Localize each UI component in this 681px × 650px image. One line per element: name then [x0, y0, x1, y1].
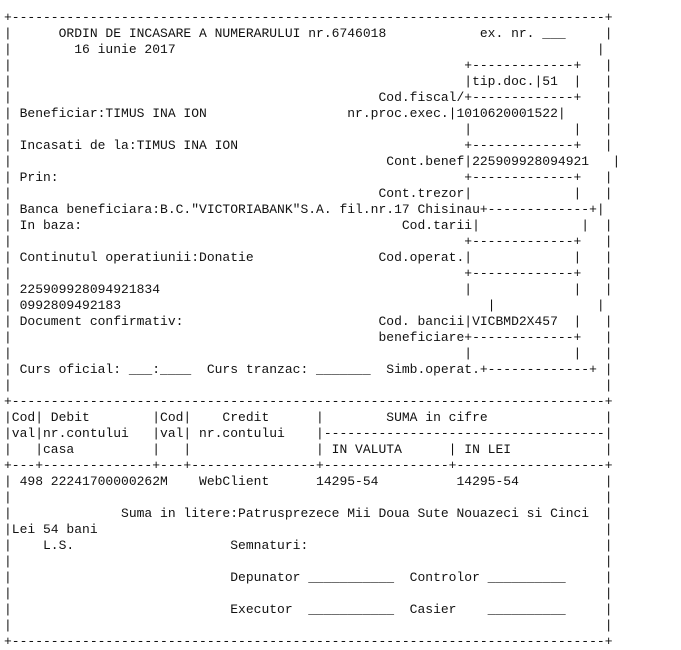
doc-line: +----------------------------------------------------------------------------+: [4, 394, 613, 409]
doc-line: +---+--------------+---+----------------+----------------+-------------------+: [4, 458, 613, 473]
doc-line: | 225909928094921834 | | |: [4, 282, 613, 297]
doc-line: | L.S. Semnaturi: |: [4, 538, 613, 553]
doc-line: | +-------------+ |: [4, 234, 613, 249]
doc-line: |val|nr.contului |val| nr.contului |------------------------------------|: [4, 426, 613, 441]
doc-line: | |: [4, 554, 613, 569]
doc-line: | Prin: +-------------+ |: [4, 170, 613, 185]
doc-line: | Beneficiar:TIMUS INA ION nr.proc.exec.|1010620001522| |: [4, 106, 613, 121]
doc-line: | | | |: [4, 346, 613, 361]
doc-line: | Suma in litere:Patrusprezece Mii Doua Sute Nouazeci si Cinci |: [4, 506, 613, 521]
doc-line: | Document confirmativ: Cod. bancii|VICBMD2X457 | |: [4, 314, 613, 329]
doc-line: +----------------------------------------------------------------------------+: [4, 634, 613, 649]
doc-line: | |tip.doc.|51 | |: [4, 74, 613, 89]
doc-line: | |: [4, 378, 613, 393]
doc-line: | 498 22241700000262M WebClient 14295-54 14295-54 |: [4, 474, 613, 489]
doc-line: | ORDIN DE INCASARE A NUMERARULUI nr.6746018 ex. nr. ___ |: [4, 26, 613, 41]
doc-line: | |: [4, 618, 613, 633]
doc-line: | beneficiare+-------------+ |: [4, 330, 613, 345]
doc-line: | 16 iunie 2017 |: [4, 42, 605, 57]
cash-order-document: [4, 10, 620, 650]
doc-line: | Cont.trezor| | |: [4, 186, 613, 201]
doc-line: | Cont.benef|225909928094921 |: [4, 154, 621, 169]
doc-line: | In baza: Cod.tarii| | |: [4, 218, 613, 233]
doc-line: | +-------------+ |: [4, 266, 613, 281]
doc-line: | Depunator ___________ Controlor __________ |: [4, 570, 613, 585]
doc-line: +----------------------------------------------------------------------------+: [4, 10, 613, 25]
doc-line: | Executor ___________ Casier __________ |: [4, 602, 613, 617]
doc-line: | Curs oficial: ___:____ Curs tranzac: _______ Simb.operat.+-------------+ |: [4, 362, 613, 377]
doc-line: | Cod.fiscal/+-------------+ |: [4, 90, 613, 105]
doc-line: | |: [4, 586, 613, 601]
doc-line: | |: [4, 490, 613, 505]
doc-line: | | | |: [4, 122, 613, 137]
doc-line: | 0992809492183 | |: [4, 298, 605, 313]
doc-line: | Banca beneficiara:B.C."VICTORIABANK"S.A. fil.nr.17 Chisinau+-------------+|: [4, 202, 605, 217]
doc-line: | Continutul operatiunii:Donatie Cod.operat.| | |: [4, 250, 613, 265]
doc-line: | Incasati de la:TIMUS INA ION +-------------+ |: [4, 138, 613, 153]
doc-line: | |casa | | | IN VALUTA | IN LEI |: [4, 442, 613, 457]
doc-line: | +-------------+ |: [4, 58, 613, 73]
doc-line: |Cod| Debit |Cod| Credit | SUMA in cifre |: [4, 410, 613, 425]
doc-line: |Lei 54 bani |: [4, 522, 613, 537]
